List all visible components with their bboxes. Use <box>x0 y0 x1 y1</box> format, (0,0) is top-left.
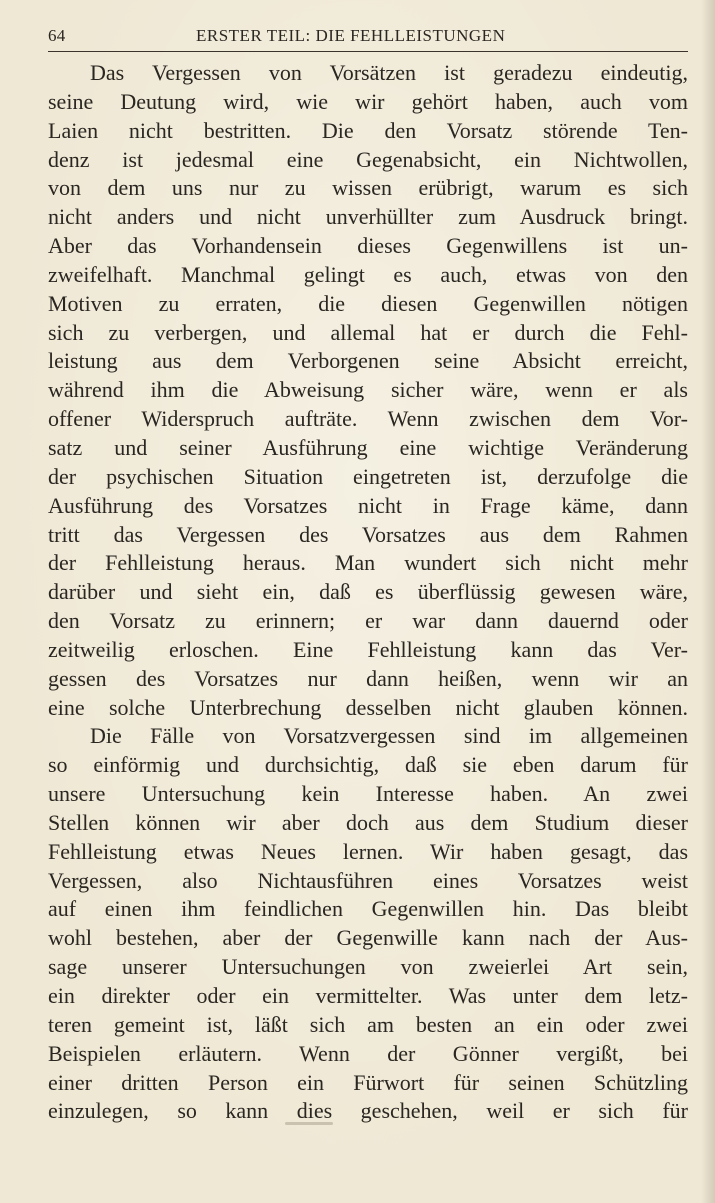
text-line: einer dritten Person ein Fürwort für seinen Schützling <box>48 1069 688 1095</box>
text-line: Laien nicht bestritten. Die den Vorsatz störende Ten- <box>48 117 688 143</box>
text-line: eine solche Unterbrechung desselben nicht glauben können. <box>48 694 688 720</box>
text-line: teren gemeint ist, läßt sich am besten an ein oder zwei <box>48 1011 688 1037</box>
text-line: der psychischen Situation eingetreten ist, derzufolge die <box>48 463 688 489</box>
page-number: 64 <box>48 26 66 45</box>
text-line: Das Vergessen von Vorsätzen ist geradezu eindeutig, <box>90 60 688 85</box>
text-line: tritt das Vergessen des Vorsatzes aus dem Rahmen <box>48 521 688 547</box>
text-line: Motiven zu erraten, die diesen Gegenwillen nötigen <box>48 290 688 316</box>
text-line: den Vorsatz zu erinnern; er war dann dauernd oder <box>48 608 688 634</box>
text-line: seine Deutung wird, wie wir gehört haben, auch vom <box>48 88 688 114</box>
text-line: nicht anders und nicht unverhüllter zum Ausdruck bringt. <box>48 204 688 230</box>
text-line: sich zu verbergen, und allemal hat er durch die Fehl- <box>48 319 688 345</box>
text-line: während ihm die Abweisung sicher wäre, wenn er als <box>48 377 688 403</box>
text-line: zeitweilig erloschen. Eine Fehlleistung kann das Ver- <box>48 636 688 662</box>
text-line: Aber das Vorhandensein dieses Gegenwillens ist un- <box>48 233 688 259</box>
text-line: auf einen ihm feindlichen Gegenwillen hin. Das bleibt <box>48 896 688 922</box>
text-line: einzulegen, so kann dies geschehen, weil er sich für <box>48 1098 688 1124</box>
page-edge-shadow <box>701 0 715 1203</box>
text-line: darüber und sieht ein, daß es überflüssig gewesen wäre, <box>48 579 688 605</box>
text-line: Stellen können wir aber doch aus dem Studium dieser <box>48 809 688 835</box>
text-line: wohl bestehen, aber der Gegenwille kann nach der Aus- <box>48 925 688 951</box>
header-rule <box>48 51 688 52</box>
text-line: Beispielen erläutern. Wenn der Gönner vergißt, bei <box>48 1040 688 1066</box>
text-line: ein direkter oder ein vermittelter. Was unter dem letz- <box>48 983 688 1008</box>
text-line: gessen des Vorsatzes nur dann heißen, wenn wir an <box>48 665 688 691</box>
page-header <box>48 24 688 50</box>
text-line: Die Fälle von Vorsatzvergessen sind im allgemeinen <box>90 723 688 749</box>
text-line: leistung aus dem Verborgenen seine Absicht erreicht, <box>48 348 688 374</box>
text-line: so einförmig und durchsichtig, daß sie eben darum für <box>48 752 688 778</box>
text-line: satz und seiner Ausführung eine wichtige Veränderung <box>48 434 688 460</box>
text-line: Ausführung des Vorsatzes nicht in Frage käme, dann <box>48 492 688 518</box>
running-head: ERSTER TEIL: DIE FEHLLEISTUNGEN <box>196 26 506 45</box>
text-line: sage unserer Untersuchungen von zweierlei Art sein, <box>48 954 688 980</box>
body-text <box>48 59 688 1126</box>
text-line: denz ist jedesmal eine Gegenabsicht, ein Nichtwollen, <box>48 146 688 172</box>
text-line: unsere Untersuchung kein Interesse haben. An zwei <box>48 781 688 807</box>
text-line: Vergessen, also Nichtausführen eines Vorsatzes weist <box>48 867 688 893</box>
text-line: zweifelhaft. Manchmal gelingt es auch, etwas von den <box>48 261 688 287</box>
text-line: von dem uns nur zu wissen erübrigt, warum es sich <box>48 175 688 201</box>
text-line: offener Widerspruch aufträte. Wenn zwischen dem Vor- <box>48 406 688 432</box>
ink-smudge <box>285 1122 333 1125</box>
text-line: der Fehlleistung heraus. Man wundert sich nicht mehr <box>48 550 688 576</box>
text-line: Fehlleistung etwas Neues lernen. Wir haben gesagt, das <box>48 838 688 864</box>
